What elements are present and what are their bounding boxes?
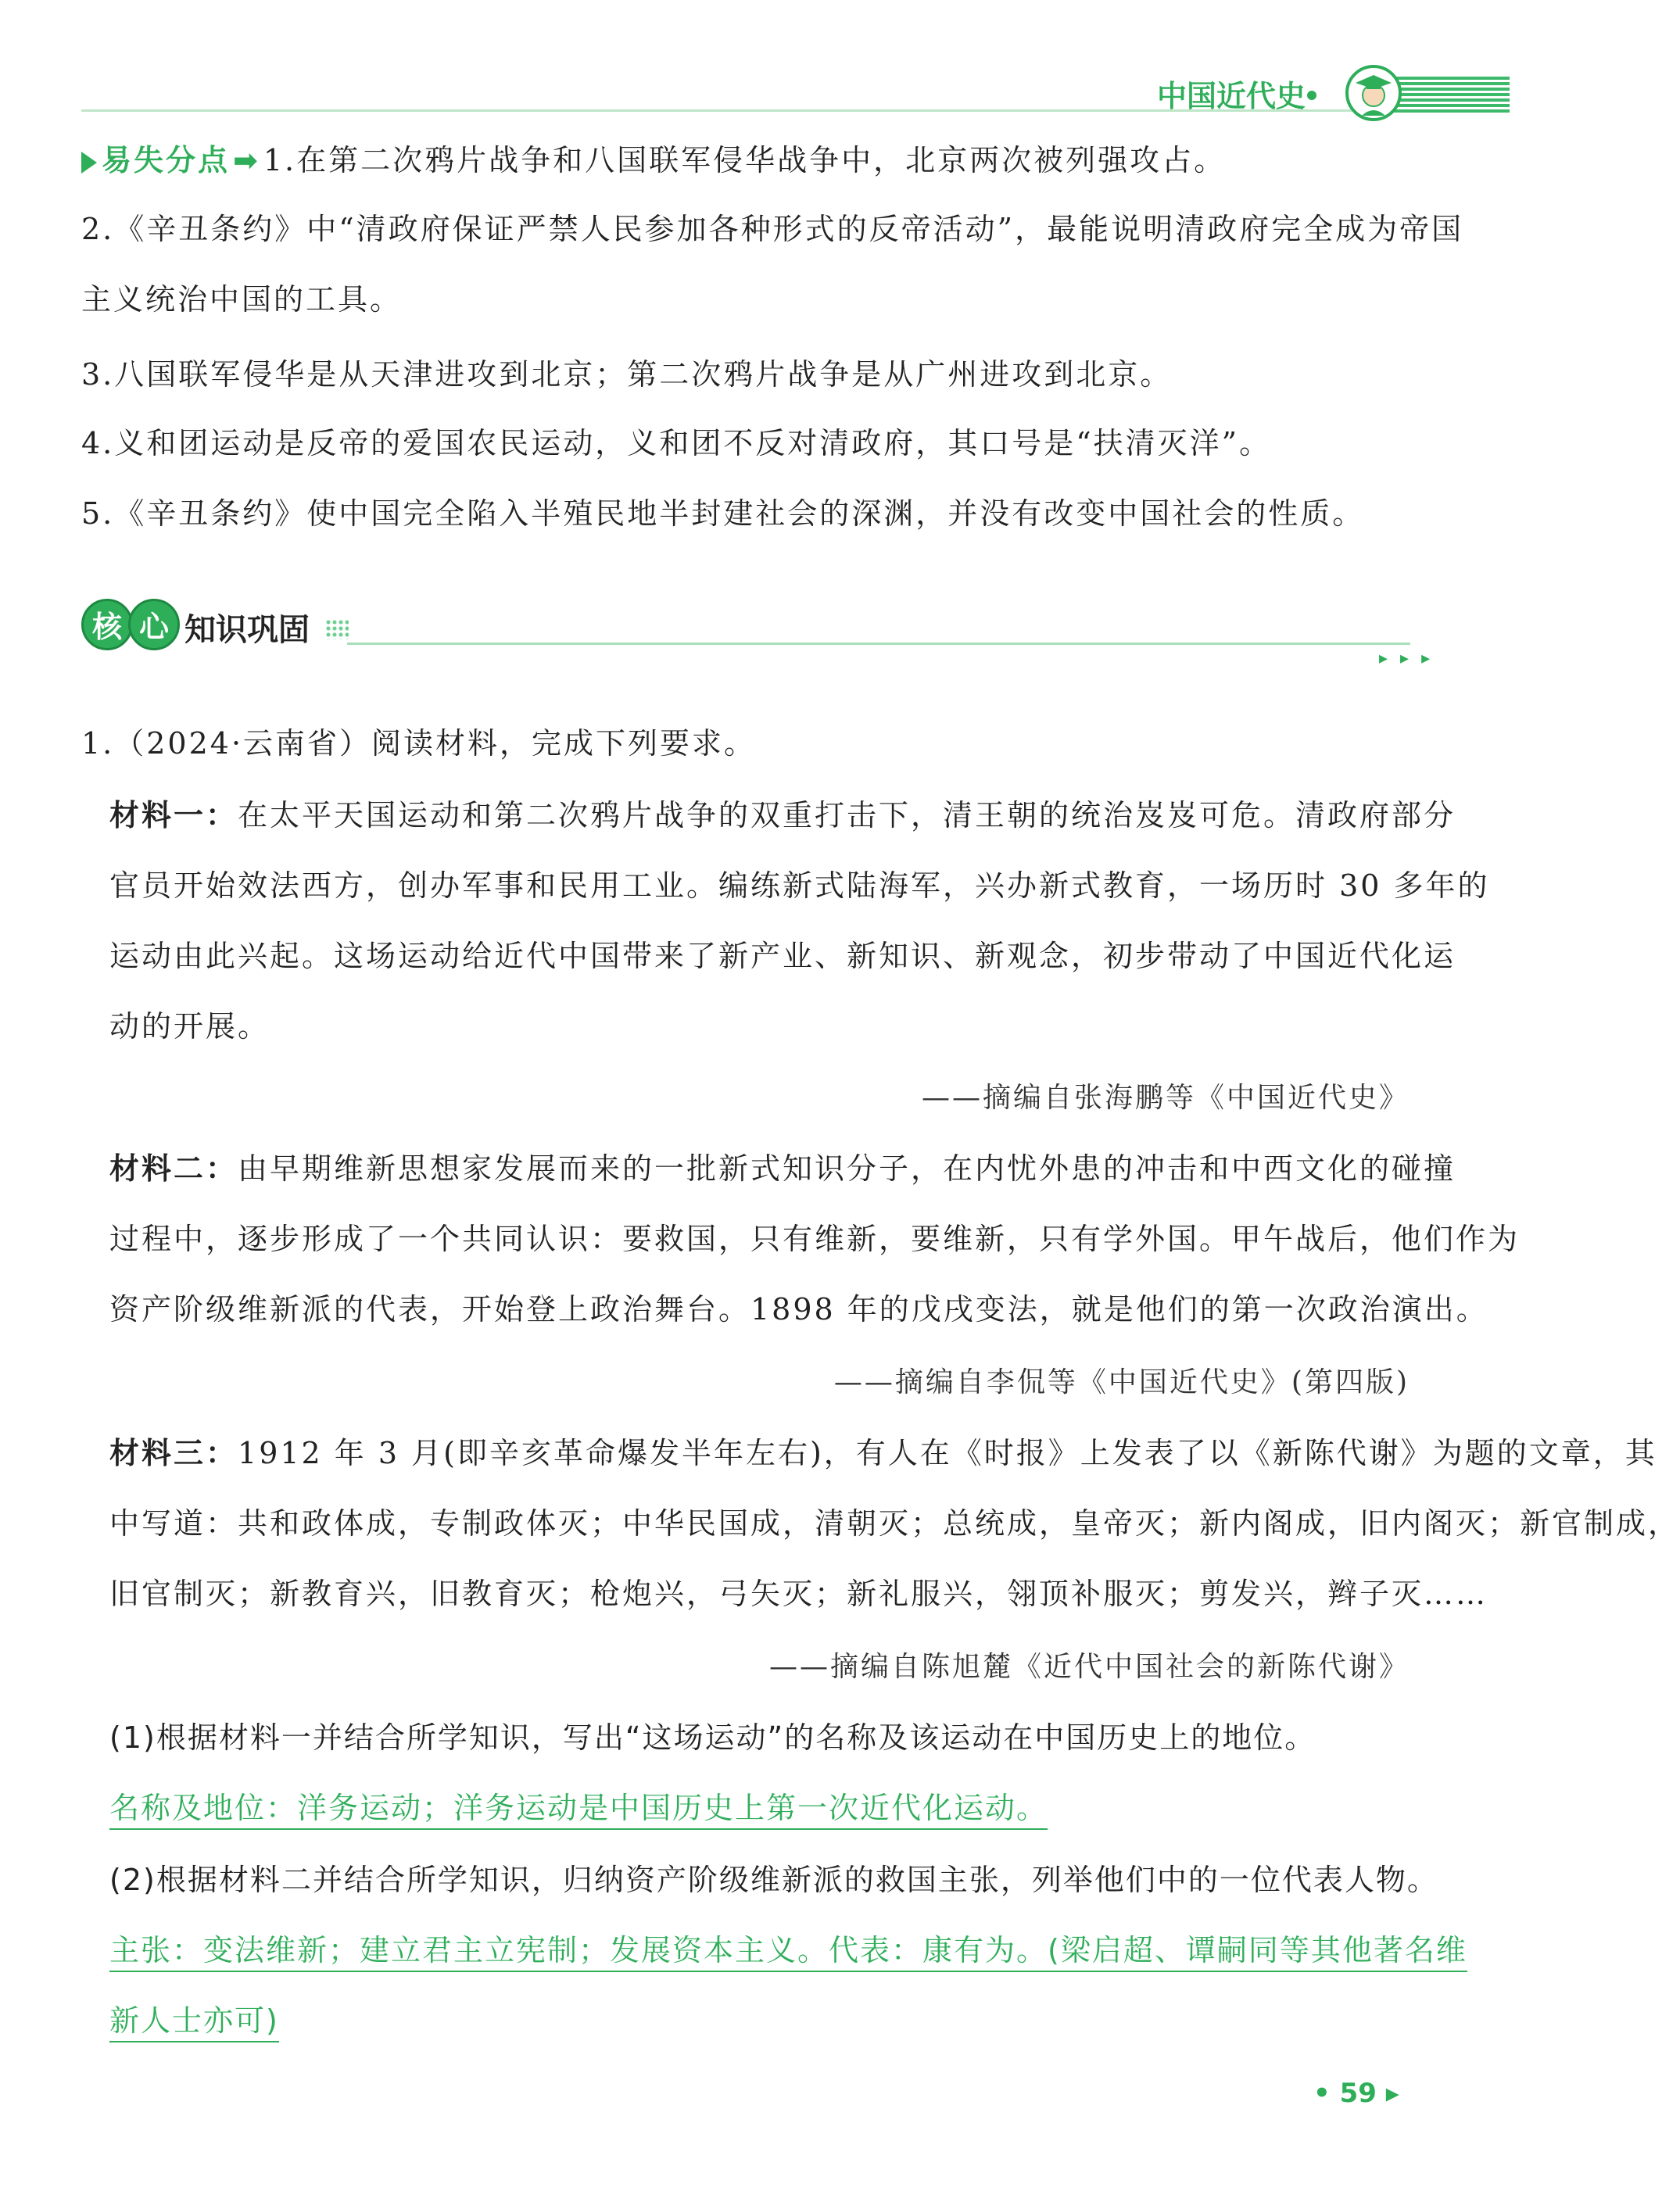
mistake-line-2: 2.《辛丑条约》中“清政府保证严禁人民参加各种形式的反帝活动”，最能说明清政府完全成为帝国 <box>81 212 1464 246</box>
material-3-line-2: 中写道：共和政体成，专制政体灭；中华民国成，清朝灭；总统成，皇帝灭；新内阁成，旧内阁灭；新官制成， <box>109 1506 1680 1541</box>
sub-question-1: (1)根据材料一并结合所学知识，写出“这场运动”的名称及该运动在中国历史上的地位。 <box>109 1720 1316 1755</box>
answer-2-line-1 <box>109 1931 1467 1970</box>
material-2-source: ——摘编自李侃等《中国近代史》(第四版) <box>833 1366 1410 1398</box>
answer-2-text-1: 主张：变法维新；建立君主立宪制；发展资本主义。代表：康有为。(梁启超、谭嗣同等其他著名维 <box>109 1933 1467 1972</box>
answer-1 <box>109 1788 1048 1828</box>
material-1-line-2: 官员开始效法西方，创办军事和民用工业。编练新式陆海军，兴办新式教育，一场历时 30 多年的 <box>109 868 1490 903</box>
sub-question-2: (2)根据材料二并结合所学知识，归纳资产阶级维新派的救国主张，列举他们中的一位代表人物。 <box>109 1863 1438 1897</box>
mistake-line-1 <box>81 141 1410 180</box>
material-2-line-2: 过程中，逐步形成了一个共同认识：要救国，只有维新，要维新，只有学外国。甲午战后，他们作为 <box>109 1222 1521 1256</box>
material-1-line-4: 动的开展。 <box>109 1009 270 1044</box>
student-mascot-icon <box>1345 64 1402 122</box>
core-title: 知识巩固 <box>184 612 310 648</box>
material-1-text: 在太平天国运动和第二次鸦片战争的双重打击下，清王朝的统治岌岌可危。清政府部分 <box>238 798 1456 832</box>
mistake-line-4: 3.八国联军侵华是从天津进攻到北京；第二次鸦片战争是从广州进攻到北京。 <box>81 357 1173 392</box>
arrows-icon: ▸▸▸ <box>1379 649 1443 668</box>
header-stripe-band <box>1392 77 1510 113</box>
material-3-line-3: 旧官制灭；新教育兴，旧教育灭；枪炮兴，弓矢灭；新礼服兴，翎顶补服灭；剪发兴，辫子灭…… <box>109 1577 1488 1611</box>
material-1-source: ——摘编自张海鹏等《中国近代史》 <box>921 1082 1410 1114</box>
arrow-right-icon: ➡ <box>233 143 260 177</box>
core-knowledge-header <box>81 599 1443 668</box>
answer-1-text: 名称及地位：洋务运动；洋务运动是中国历史上第一次近代化运动。 <box>109 1791 1048 1830</box>
core-circle-2: 心 <box>128 599 180 650</box>
material-1-line-1 <box>109 796 1456 835</box>
core-circle-1: 核 <box>81 599 133 650</box>
mistake-line-6: 5.《辛丑条约》使中国完全陷入半殖民地半封建社会的深渊，并没有改变中国社会的性质。 <box>81 496 1365 531</box>
material-2-text: 由早期维新思想家发展而来的一批新式知识分子，在内忧外患的冲击和中西文化的碰撞 <box>238 1151 1456 1186</box>
question-intro: 1.（2024·云南省）阅读材料，完成下列要求。 <box>81 726 757 761</box>
material-1-line-3: 运动由此兴起。这场运动给近代中国带来了新产业、新知识、新观念，初步带动了中国近代化运 <box>109 939 1456 973</box>
mistake-line-5: 4.义和团运动是反帝的爱国农民运动，义和团不反对清政府，其口号是“扶清灭洋”。 <box>81 426 1272 460</box>
material-2-label: 材料二： <box>109 1151 238 1186</box>
page-number: • 59 ▸ <box>1313 2078 1399 2109</box>
material-3-source: ——摘编自陈旭麓《近代中国社会的新陈代谢》 <box>768 1651 1410 1683</box>
material-1-label: 材料一： <box>109 798 238 832</box>
material-2-line-1 <box>109 1149 1456 1188</box>
material-3-label: 材料三： <box>109 1436 238 1470</box>
page-number-value: 59 <box>1339 2078 1377 2109</box>
answer-2-line-2 <box>109 2001 279 2040</box>
core-rule <box>347 643 1410 645</box>
mistake-text: 1.在第二次鸦片战争和八国联军侵华战争中，北京两次被列强攻占。 <box>263 143 1227 177</box>
bullet-dot-icon <box>1307 91 1316 100</box>
mistake-line-3: 主义统治中国的工具。 <box>81 282 403 317</box>
dot-grid-icon <box>325 619 349 639</box>
triangle-right-icon <box>81 152 97 174</box>
material-3-text: 1912 年 3 月(即辛亥革命爆发半年左右)，有人在《时报》上发表了以《新陈代谢》为题的文章，其 <box>238 1436 1657 1470</box>
material-2-line-3: 资产阶级维新派的代表，开始登上政治舞台。1898 年的戊戌变法，就是他们的第一次政治演出。 <box>109 1292 1488 1326</box>
answer-2-text-2: 新人士亦可) <box>109 2003 279 2042</box>
material-3-line-1 <box>109 1434 1657 1473</box>
mistakes-label: 易失分点 <box>102 143 231 177</box>
section-title: 中国近代史 <box>1157 79 1306 113</box>
